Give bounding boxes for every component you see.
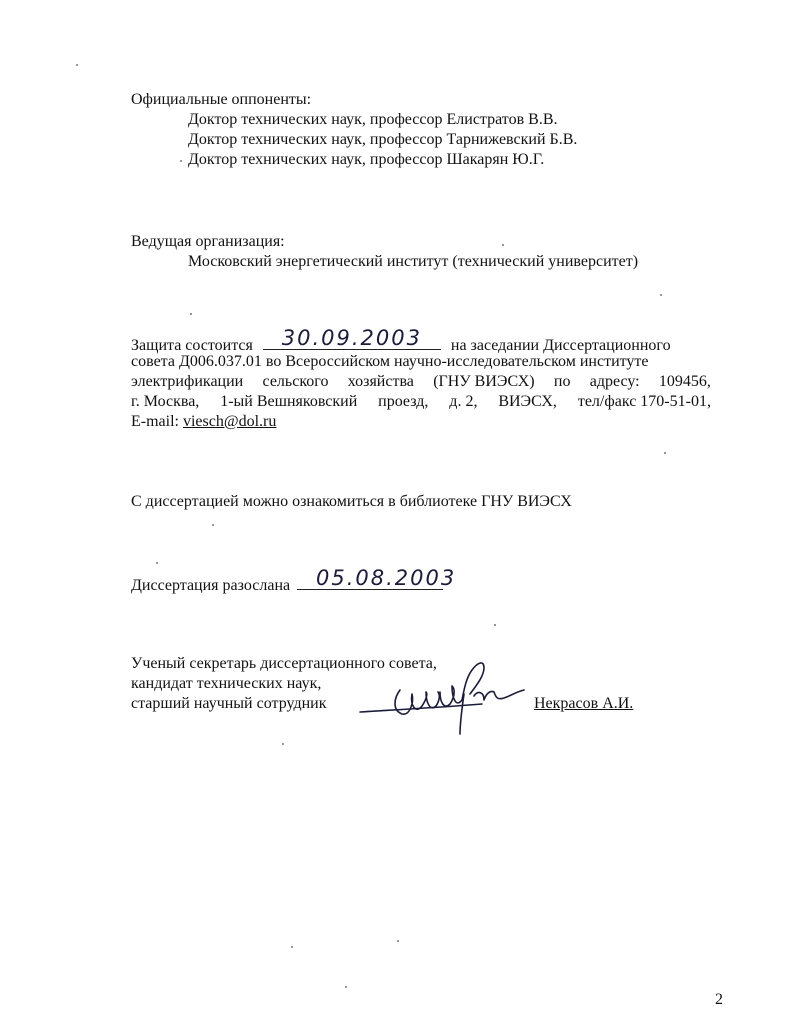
library-note: С диссертацией можно ознакомиться в библиотеке ГНУ ВИЭСХ: [131, 493, 572, 510]
email-label: E-mail:: [131, 413, 179, 430]
word: 1-ый Вешняковский: [220, 393, 358, 410]
lead-org-title: Ведущая организация:: [131, 233, 285, 250]
defense-date-field: [263, 326, 441, 350]
word: хозяйства: [347, 373, 414, 390]
scan-speck: [291, 946, 293, 948]
word: 109456,: [658, 373, 711, 390]
secretary-line-1: Ученый секретарь диссертационного совета,: [131, 655, 437, 672]
lead-org-name: Московский энергетический институт (технический университет): [188, 253, 639, 270]
defense-prefix: Защита состоится: [131, 337, 253, 354]
word: тел/факс 170-51-01,: [577, 393, 711, 410]
scan-speck: [660, 294, 662, 296]
scan-speck: [345, 986, 347, 988]
opponents-title: Официальные оппоненты:: [131, 91, 312, 108]
mailed-date-field: [297, 566, 457, 590]
scan-speck: [282, 743, 284, 745]
defense-line-2: совета Д006.037.01 во Всероссийском научно-исследовательском институте: [131, 353, 649, 370]
mailed-date-handwritten: 05.08.2003: [316, 566, 457, 590]
scan-speck: [664, 452, 666, 454]
defense-suffix: на заседании Диссертационного: [450, 337, 671, 354]
defense-line-4: [131, 392, 711, 412]
opponent-item: Доктор технических наук, профессор Тарнижевский Б.В.: [188, 131, 578, 148]
signature-scribble: [352, 650, 552, 740]
word: адресу:: [589, 373, 640, 390]
word: проезд,: [378, 393, 429, 410]
scan-speck: [397, 940, 399, 942]
defense-email-line: [131, 412, 276, 432]
defense-date-handwritten: 30.09.2003: [281, 326, 423, 350]
scan-speck: [76, 64, 78, 66]
secretary-name: Некрасов А.И.: [534, 695, 634, 712]
scan-speck: [494, 624, 496, 626]
opponent-item: Доктор технических наук, профессор Шакарян Ю.Г.: [188, 151, 545, 168]
scan-speck: [212, 524, 214, 526]
scan-speck: [156, 562, 158, 564]
scan-speck: [180, 160, 182, 162]
email-link[interactable]: viesch@dol.ru: [182, 413, 277, 430]
word: сельского: [262, 373, 329, 390]
secretary-line-3: старший научный сотрудник: [131, 695, 327, 712]
secretary-line-2: кандидат технических наук,: [131, 675, 322, 692]
scan-speck: [190, 313, 192, 315]
page-number: 2: [715, 991, 723, 1008]
mailed-label: Диссертация разослана: [131, 577, 291, 594]
mailed-line: [131, 566, 457, 596]
word: по: [553, 373, 571, 390]
word: (ГНУ ВИЭСХ): [433, 373, 535, 390]
opponent-item: Доктор технических наук, профессор Елистратов В.В.: [188, 111, 558, 128]
defense-line-3: [131, 372, 711, 392]
word: ВИЭСХ,: [498, 393, 557, 410]
word: г. Москва,: [131, 393, 200, 410]
scan-speck: [502, 244, 504, 246]
word: д. 2,: [449, 393, 478, 410]
word: электрификации: [131, 373, 244, 390]
